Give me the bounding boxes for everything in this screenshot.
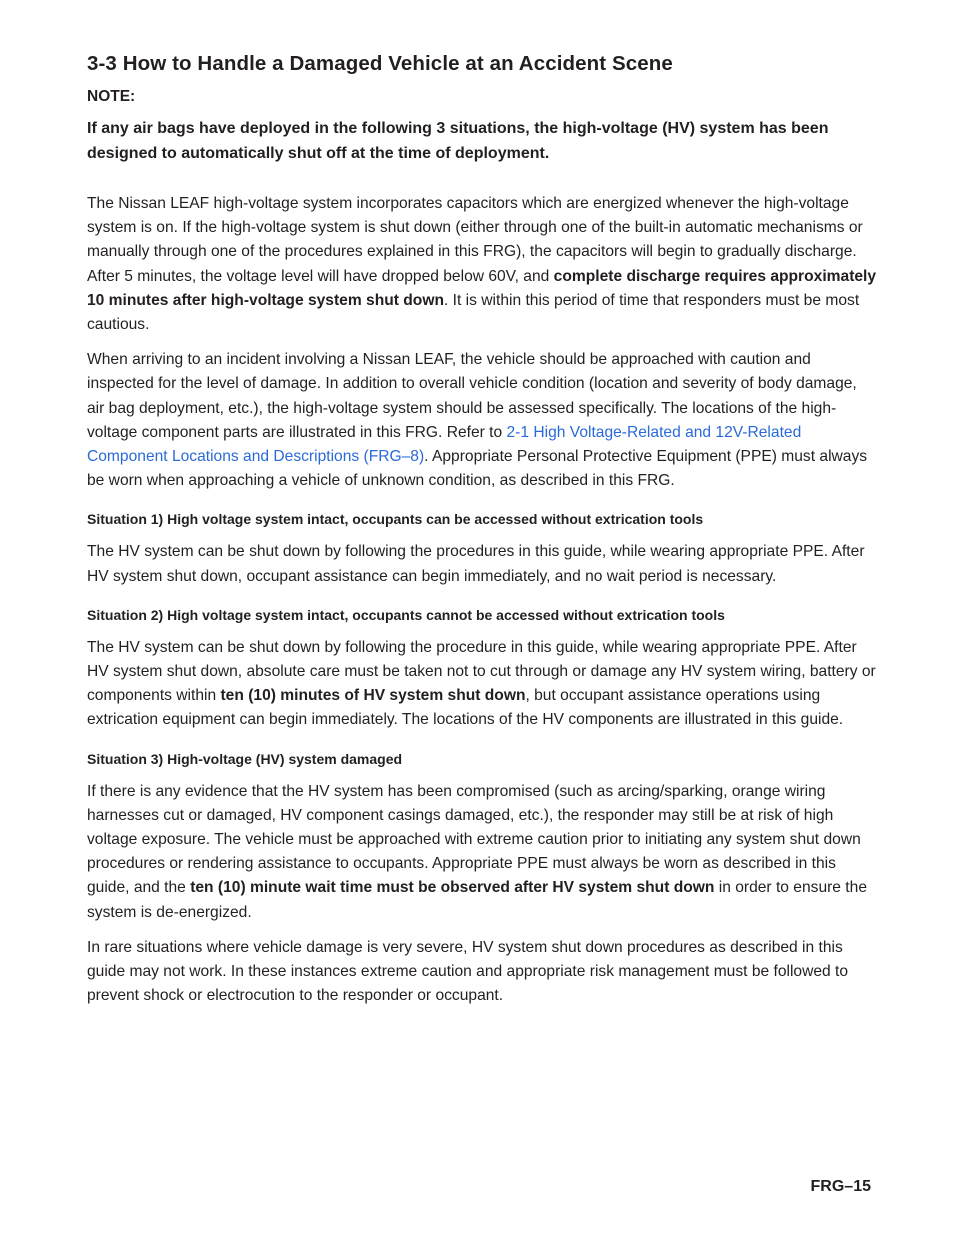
paragraph-arriving: [87, 348, 877, 493]
bold-text: ten (10) minutes of HV system shut down: [220, 687, 526, 705]
paragraph-text: When arriving to an incident involving a Nissan LEAF, the vehicle should be approached with caution and inspected for the level of damage. In addition to overall vehicle condition (location and severity of body damage, air bag deployment, etc.), the high-voltage system should be assessed specifically. The locations of the high-voltage component parts are illustrated in this FRG. Refer to: [87, 351, 857, 441]
paragraph-text: The Nissan LEAF high-voltage system incorporates capacitors which are energized whenever the high-voltage system is on. If the high-voltage system is shut down (either through one of the built-in automatic mechanisms or manually through one of the procedures explained in this FRG), the capacitors will begin to gradually discharge. After 5 minutes, the voltage level will have dropped below 60V, and: [87, 195, 863, 285]
bold-text: ten (10) minute wait time must be observed after HV system shut down: [190, 879, 715, 897]
paragraph-text: . It is within this period of time that responders must be most cautious.: [87, 291, 860, 334]
situation-2-heading: Situation 2) High voltage system intact, occupants cannot be accessed without extrication tools: [87, 606, 725, 623]
paragraph-capacitors: [87, 192, 877, 337]
paragraph-text: The HV system can be shut down by following the procedure in this guide, while wearing appropriate PPE. After HV system shut down, absolute care must be taken not to cut through or damage any HV system wiring, battery or components within: [87, 638, 876, 705]
page-number: FRG–15: [810, 1178, 871, 1195]
paragraph-rare-situations: In rare situations where vehicle damage is very severe, HV system shut down procedures as described in this guide may not work. In these instances extreme caution and appropriate risk management must be followed to prevent shock or electrocution to the responder or occupant.: [87, 938, 849, 1005]
section-title: 3-3 How to Handle a Damaged Vehicle at an Accident Scene: [87, 52, 673, 75]
component-locations-link[interactable]: 2-1 High Voltage-Related and 12V-Related Component Locations and Descriptions (FRG–8): [87, 423, 802, 466]
situation-2-text: [87, 636, 877, 733]
bold-text: complete discharge requires approximately 10 minutes after high-voltage system shut down: [87, 267, 877, 309]
document-page: [87, 52, 877, 1019]
note-text: If any air bags have deployed in the following 3 situations, the high-voltage (HV) system has been designed to automatically shut off at the time of deployment.: [87, 120, 829, 162]
situation-1-text: The HV system can be shut down by following the procedures in this guide, while wearing appropriate PPE. After HV system shut down, occupant assistance can begin immediately, and no wait period is necessary.: [87, 543, 865, 585]
paragraph-text: in order to ensure the system is de-energized.: [87, 879, 867, 921]
paragraph-text: If there is any evidence that the HV system has been compromised (such as arcing/sparking, orange wiring harnesses cut or damaged, HV component casings damaged, etc.), the responder may still be at risk of high voltage exposure. The vehicle must be approached with extreme caution prior to initiating any system shut down procedures or rendering assistance to occupants. Appropriate PPE must always be worn as described in this guide, and the: [87, 782, 861, 897]
paragraph-text: , but occupant assistance operations using extrication equipment can begin immediately. The locations of the HV components are illustrated in this guide.: [87, 687, 844, 729]
paragraph-text: . Appropriate Personal Protective Equipment (PPE) must always be worn when approaching a vehicle of unknown condition, as described in this FRG.: [87, 448, 868, 490]
situation-1-heading: Situation 1) High voltage system intact, occupants can be accessed without extrication tools: [87, 511, 704, 528]
situation-3-text: [87, 780, 877, 925]
note-label: NOTE:: [87, 88, 136, 105]
situation-3-heading: Situation 3) High-voltage (HV) system damaged: [87, 750, 403, 767]
